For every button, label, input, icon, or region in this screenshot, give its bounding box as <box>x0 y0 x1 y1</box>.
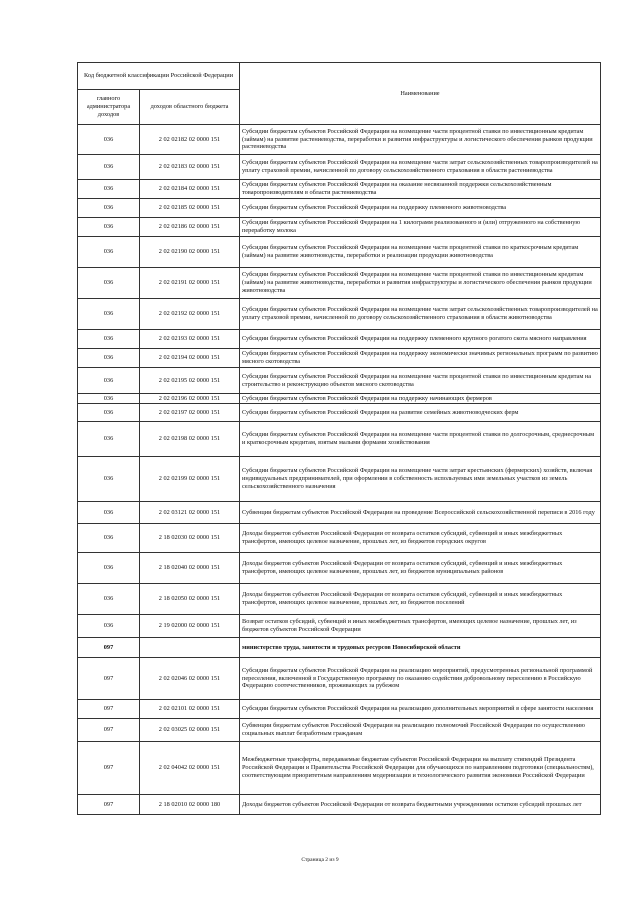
table-row <box>78 502 601 524</box>
table-row <box>78 199 601 218</box>
admin-code-cell: 036 <box>78 330 140 349</box>
income-code-cell: 2 02 02198 02 0000 151 <box>140 422 240 457</box>
table-row <box>78 584 601 615</box>
admin-code-cell: 036 <box>78 615 140 638</box>
name-cell: Доходы бюджетов субъектов Российской Федерации от возврата бюджетными учреждениями остатков субсидий прошлых лет <box>240 795 601 815</box>
table-row <box>78 349 601 368</box>
admin-code-cell: 097 <box>78 719 140 742</box>
name-cell: Субсидии бюджетам субъектов Российской Федерации на 1 килограмм реализованного и (или) отгруженного на собственную переработку молока <box>240 218 601 237</box>
income-code-cell: 2 02 03121 02 0000 151 <box>140 502 240 524</box>
admin-code-cell: 036 <box>78 457 140 502</box>
admin-code-cell: 036 <box>78 268 140 299</box>
name-cell: Доходы бюджетов субъектов Российской Федерации от возврата остатков субсидий, субвенций и иных межбюджетных трансфертов, имеющих целевое назначение, прошлых лет, из бюджетов муниципальных районов <box>240 553 601 584</box>
income-code-cell: 2 02 02193 02 0000 151 <box>140 330 240 349</box>
admin-code-cell: 097 <box>78 638 140 658</box>
table-row <box>78 638 601 658</box>
name-cell: Субвенции бюджетам субъектов Российской Федерации на реализацию полномочий Российской Федерации по осуществлению социальных выплат безработным гражданам <box>240 719 601 742</box>
header-name: Наименование <box>240 63 601 125</box>
table-row <box>78 268 601 299</box>
table-row <box>78 795 601 815</box>
income-code-cell: 2 02 02191 02 0000 151 <box>140 268 240 299</box>
admin-code-cell: 036 <box>78 553 140 584</box>
table-row <box>78 368 601 394</box>
name-cell: Субвенции бюджетам субъектов Российской Федерации на проведение Всероссийской сельскохозяйственной переписи в 2016 году <box>240 502 601 524</box>
income-code-cell: 2 02 02184 02 0000 151 <box>140 180 240 199</box>
admin-code-cell: 036 <box>78 349 140 368</box>
income-code-cell: 2 02 02196 02 0000 151 <box>140 394 240 404</box>
page-number: Страница 2 из 9 <box>301 857 339 863</box>
table-row <box>78 457 601 502</box>
table-row <box>78 404 601 422</box>
name-cell: Субсидии бюджетам субъектов Российской Федерации на возмещение части процентной ставки по инвестиционным кредитам (займам) на развитие растениеводства, переработки и развития инфраструктуры и логистического обеспечения рынков продукции растениеводства <box>240 125 601 155</box>
admin-code-cell: 036 <box>78 422 140 457</box>
income-code-cell: 2 02 04042 02 0000 151 <box>140 742 240 795</box>
admin-code-cell: 036 <box>78 394 140 404</box>
income-code-cell: 2 02 02197 02 0000 151 <box>140 404 240 422</box>
admin-code-cell: 036 <box>78 404 140 422</box>
table-row <box>78 299 601 330</box>
table-row <box>78 658 601 700</box>
name-cell: Субсидии бюджетам субъектов Российской Федерации на поддержку начинающих фермеров <box>240 394 601 404</box>
income-code-cell: 2 02 02192 02 0000 151 <box>140 299 240 330</box>
income-code-cell: 2 02 02185 02 0000 151 <box>140 199 240 218</box>
admin-code-cell: 036 <box>78 125 140 155</box>
income-code-cell: 2 18 02010 02 0000 180 <box>140 795 240 815</box>
income-code-cell: 2 02 02195 02 0000 151 <box>140 368 240 394</box>
admin-code-cell: 036 <box>78 524 140 553</box>
income-code-cell: 2 02 02046 02 0000 151 <box>140 658 240 700</box>
table-row <box>78 218 601 237</box>
name-cell: Субсидии бюджетам субъектов Российской Федерации на возмещение части затрат сельскохозяйственных товаропроизводителей на уплату страховой премии, начисленной по договору сельскохозяйственного страхования в области растениеводства <box>240 155 601 180</box>
admin-code-cell: 036 <box>78 155 140 180</box>
income-code-cell: 2 02 02199 02 0000 151 <box>140 457 240 502</box>
name-cell: Субсидии бюджетам субъектов Российской Федерации на поддержку племенного крупного рогатого скота мясного направления <box>240 330 601 349</box>
admin-code-cell: 097 <box>78 795 140 815</box>
table-row <box>78 553 601 584</box>
name-cell: Доходы бюджетов субъектов Российской Федерации от возврата остатков субсидий, субвенций и иных межбюджетных трансфертов, имеющих целевое назначение, прошлых лет, из бюджетов городских округов <box>240 524 601 553</box>
name-cell: Субсидии бюджетам субъектов Российской Федерации на возмещение части процентной ставки по инвестиционным кредитам (займам) на развитие животноводства, переработки и развития инфраструктуры и логистического обеспечения рынков продукции животноводства <box>240 268 601 299</box>
name-cell: Субсидии бюджетам субъектов Российской Федерации на возмещение части процентной ставки по долгосрочным, среднесрочным и краткосрочным кредитам, взятым малыми формами хозяйствования <box>240 422 601 457</box>
admin-code-cell: 036 <box>78 502 140 524</box>
name-cell: Субсидии бюджетам субъектов Российской Федерации на поддержку экономически значимых региональных программ по развитию мясного скотоводства <box>240 349 601 368</box>
admin-code-cell: 036 <box>78 180 140 199</box>
name-cell: Доходы бюджетов субъектов Российской Федерации от возврата остатков субсидий, субвенций и иных межбюджетных трансфертов, имеющих целевое назначение, прошлых лет, из бюджетов поселений <box>240 584 601 615</box>
admin-code-cell: 097 <box>78 658 140 700</box>
table-row <box>78 422 601 457</box>
income-code-cell: 2 18 02050 02 0000 151 <box>140 584 240 615</box>
header-code-group: Код бюджетной классификации Российской Федерации <box>78 63 240 90</box>
admin-code-cell: 097 <box>78 700 140 719</box>
income-code-cell: 2 18 02040 02 0000 151 <box>140 553 240 584</box>
income-code-cell: 2 02 03025 02 0000 151 <box>140 719 240 742</box>
income-code-cell: 2 02 02194 02 0000 151 <box>140 349 240 368</box>
income-code-cell: 2 19 02000 02 0000 151 <box>140 615 240 638</box>
table-row <box>78 155 601 180</box>
name-cell: Возврат остатков субсидий, субвенций и иных межбюджетных трансфертов, имеющих целевое назначение, прошлых лет, из бюджетов субъектов Российской Федерации <box>240 615 601 638</box>
name-cell: Субсидии бюджетам субъектов Российской Федерации на оказание несвязанной поддержки сельскохозяйственным товаропроизводителям в области растениеводства <box>240 180 601 199</box>
income-code-cell: 2 02 02182 02 0000 151 <box>140 125 240 155</box>
table-row <box>78 330 601 349</box>
name-cell: Субсидии бюджетам субъектов Российской Федерации на возмещение части процентной ставки по краткосрочным кредитам (займам) на развитие животноводства, переработки и реализации продукции животноводства <box>240 237 601 268</box>
header-admin: главного администратора доходов <box>78 90 140 125</box>
admin-code-cell: 036 <box>78 584 140 615</box>
income-code-cell: 2 02 02183 02 0000 151 <box>140 155 240 180</box>
name-cell: Субсидии бюджетам субъектов Российской Федерации на возмещение части затрат крестьянских (фермерских) хозяйств, включая индивидуальных предпринимателей, при оформлении в собственность используемых ими земельных участков из земель сельскохозяйственного назначения <box>240 457 601 502</box>
table-row <box>78 719 601 742</box>
admin-code-cell: 036 <box>78 218 140 237</box>
name-cell: Субсидии бюджетам субъектов Российской Федерации на реализацию мероприятий, предусмотренных региональной программой переселения, включенной в Государственную программу по оказанию содействия добровольному переселению в Российскую Федерацию соотечественников, проживающих за рубежом <box>240 658 601 700</box>
table-row <box>78 180 601 199</box>
admin-code-cell: 036 <box>78 237 140 268</box>
admin-code-cell: 036 <box>78 299 140 330</box>
income-code-cell: 2 18 02030 02 0000 151 <box>140 524 240 553</box>
name-cell: Субсидии бюджетам субъектов Российской Федерации на возмещение части процентной ставки по инвестиционным кредитам на строительство и реконструкцию объектов мясного скотоводства <box>240 368 601 394</box>
name-cell: Субсидии бюджетам субъектов Российской Федерации на развитие семейных животноводческих ферм <box>240 404 601 422</box>
table-row <box>78 742 601 795</box>
income-code-cell: 2 02 02190 02 0000 151 <box>140 237 240 268</box>
name-cell: Субсидии бюджетам субъектов Российской Федерации на поддержку племенного животноводства <box>240 199 601 218</box>
admin-code-cell: 097 <box>78 742 140 795</box>
name-cell: Субсидии бюджетам субъектов Российской Федерации на реализацию дополнительных мероприятий в сфере занятости населения <box>240 700 601 719</box>
table-body <box>78 125 601 815</box>
header-income: доходов областного бюджета <box>140 90 240 125</box>
name-cell: Субсидии бюджетам субъектов Российской Федерации на возмещение части затрат сельскохозяйственных товаропроизводителей на уплату страховой премии, начисленной по договору сельскохозяйственного страхования в области животноводства <box>240 299 601 330</box>
income-code-cell: 2 02 02186 02 0000 151 <box>140 218 240 237</box>
income-code-cell: 2 02 02101 02 0000 151 <box>140 700 240 719</box>
table-row <box>78 615 601 638</box>
table-row <box>78 524 601 553</box>
admin-code-cell: 036 <box>78 199 140 218</box>
name-cell: Межбюджетные трансферты, передаваемые бюджетам субъектов Российской Федерации на выплату стипендий Президента Российской Федерации и Правительства Российской Федерации для обучающихся по направлениям подготовки (специальностям), соответствующим приоритетным направлениям модернизации и технологического развития экономики Российской Федерации <box>240 742 601 795</box>
table-row <box>78 237 601 268</box>
name-cell: министерство труда, занятости и трудовых ресурсов Новосибирской области <box>240 638 601 658</box>
admin-code-cell: 036 <box>78 368 140 394</box>
table-row <box>78 125 601 155</box>
budget-classification-table <box>77 62 601 815</box>
table-row <box>78 700 601 719</box>
table-row <box>78 394 601 404</box>
income-code-cell <box>140 638 240 658</box>
